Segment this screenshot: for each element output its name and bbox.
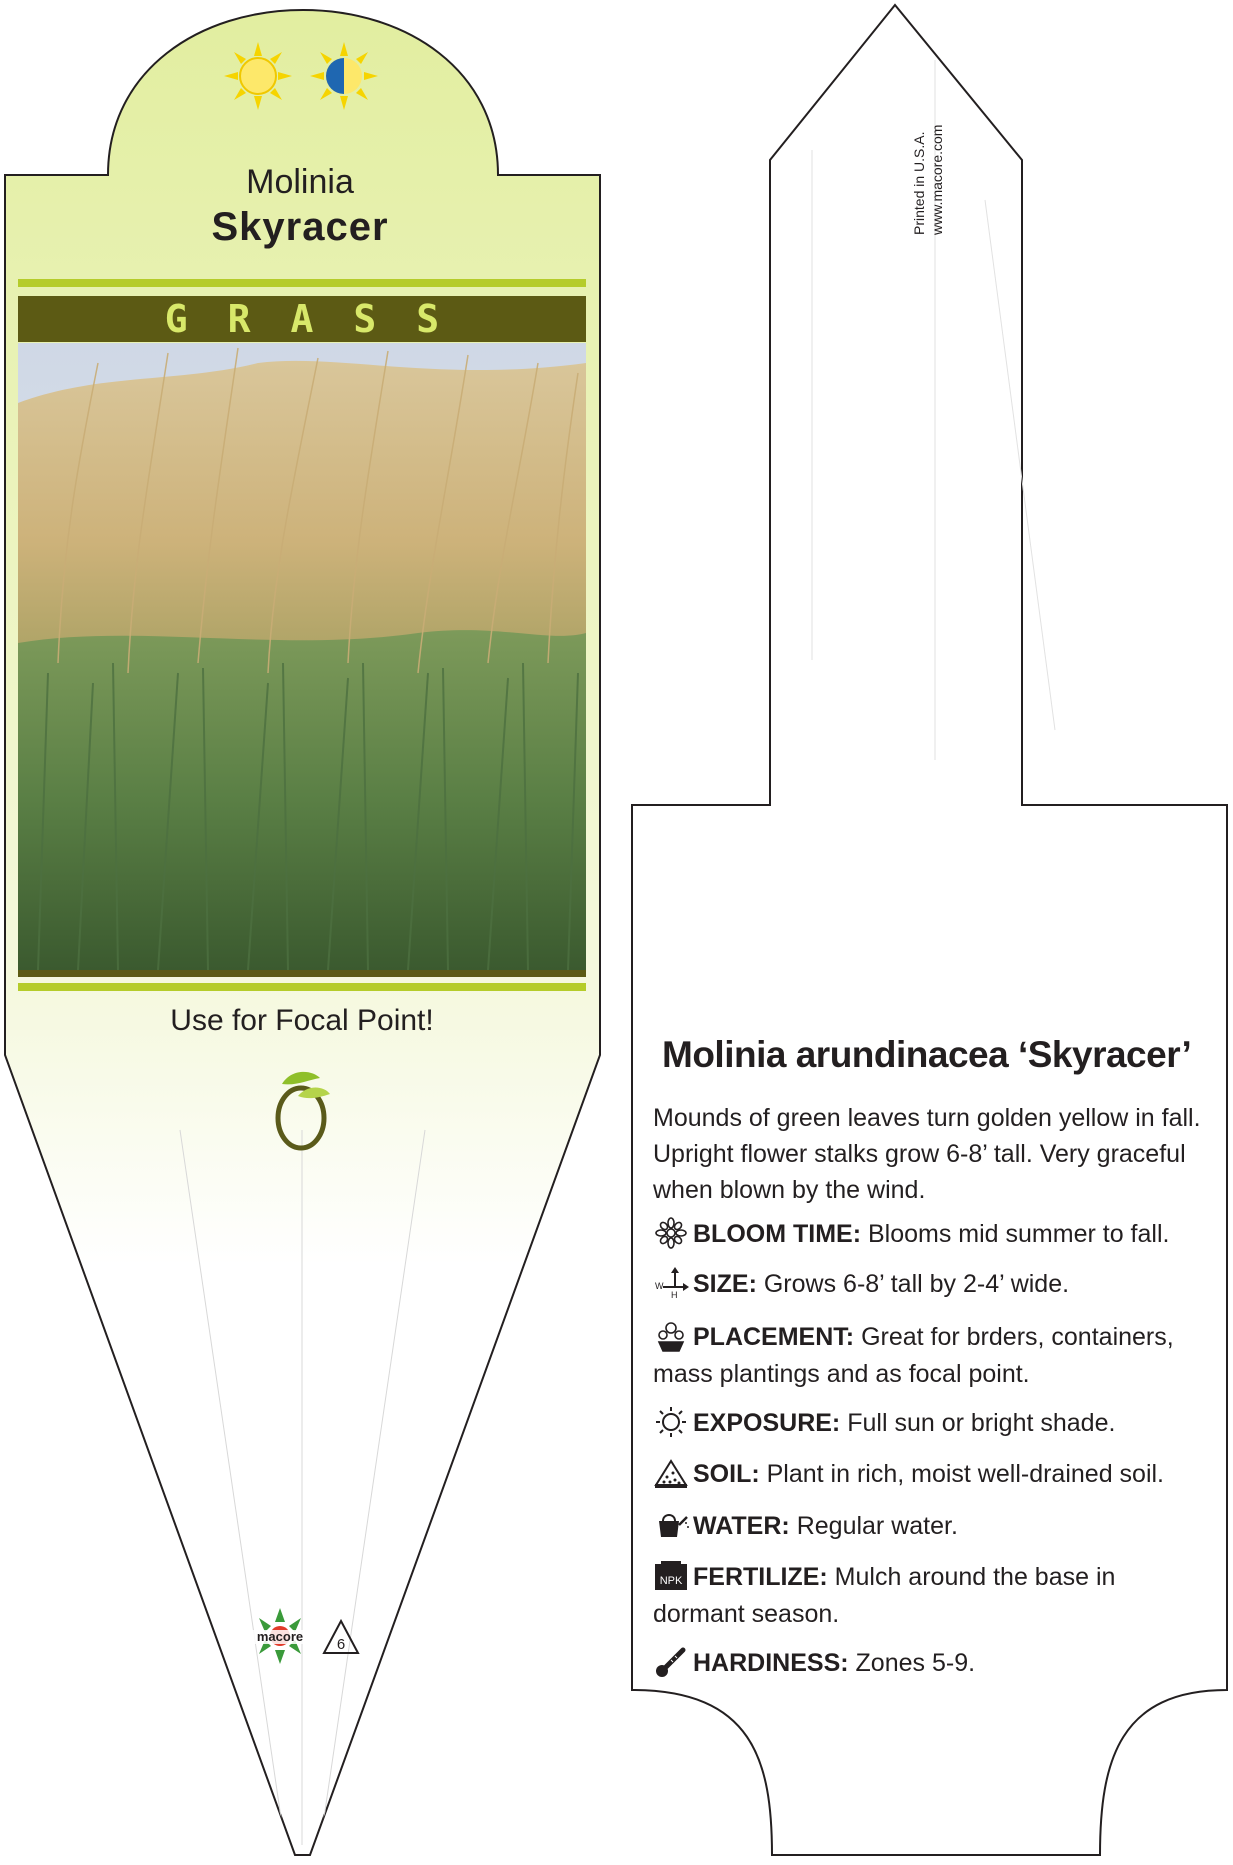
- attr-text: Regular water.: [796, 1512, 958, 1540]
- plant-photo: [18, 343, 586, 970]
- attr-text: Great for brders, containers, mass plantings and as focal point.: [653, 1323, 1174, 1388]
- attr-bloom-time: [653, 1216, 1213, 1253]
- attr-label: SOIL:: [693, 1460, 760, 1488]
- sun-outline-icon: [653, 1406, 689, 1438]
- attr-label: SIZE:: [693, 1270, 757, 1298]
- exposure-icons: [222, 40, 382, 112]
- soil-icon: [653, 1457, 689, 1489]
- attr-water: [653, 1508, 1213, 1545]
- brand-logos: [245, 1608, 365, 1664]
- printed-info: [910, 95, 950, 235]
- size-icon: [653, 1267, 689, 1299]
- attr-placement: [653, 1319, 1213, 1393]
- svg-text:W: W: [655, 1281, 664, 1292]
- cultivar-name: Skyracer: [211, 205, 389, 249]
- attr-size: [653, 1266, 1213, 1303]
- tagline: Use for Focal Point!: [170, 1004, 434, 1037]
- attr-text: Plant in rich, moist well-drained soil.: [766, 1460, 1165, 1488]
- placement-icon: [653, 1320, 689, 1352]
- printed-website: www.macore.com: [929, 124, 945, 235]
- flower-icon: [653, 1217, 689, 1249]
- svg-text:NPK: NPK: [659, 1575, 683, 1588]
- category-label: GRASS: [164, 297, 480, 341]
- thermometer-icon: [653, 1646, 689, 1678]
- sprout-icon: [268, 1068, 334, 1152]
- brand-name: macore: [256, 1629, 304, 1644]
- recycle-icon: [321, 1618, 361, 1658]
- attr-label: PLACEMENT:: [693, 1323, 855, 1351]
- full-sun-icon: [222, 40, 294, 112]
- attr-text: Mulch around the base in dormant season.: [653, 1563, 1116, 1628]
- macore-logo: [245, 1608, 315, 1664]
- attr-label: HARDINESS:: [693, 1649, 849, 1677]
- genus-name: Molinia: [246, 163, 354, 201]
- watering-can-icon: [653, 1509, 689, 1541]
- attr-label: EXPOSURE:: [693, 1409, 841, 1437]
- attr-exposure: [653, 1405, 1213, 1442]
- attr-label: BLOOM TIME:: [693, 1220, 862, 1248]
- attr-text: Grows 6-8’ tall by 2-4’ wide.: [763, 1270, 1070, 1298]
- attr-text: Blooms mid summer to fall.: [867, 1220, 1170, 1248]
- attr-text: Full sun or bright shade.: [847, 1409, 1116, 1437]
- attr-fertilize: [653, 1559, 1213, 1633]
- attr-label: FERTILIZE:: [693, 1563, 828, 1591]
- attr-text: Zones 5-9.: [855, 1649, 976, 1677]
- svg-text:H: H: [671, 1290, 678, 1300]
- attr-soil: [653, 1456, 1213, 1493]
- part-sun-icon: [308, 40, 380, 112]
- botanical-name: Molinia arundinacea ‘Skyracer’: [662, 1034, 1192, 1075]
- plant-description: Mounds of green leaves turn golden yellow in fall. Upright flower stalks grow 6-8’ tall. Very graceful when blown by the wind.: [653, 1104, 1201, 1204]
- recycle-code: 6: [336, 1636, 346, 1653]
- npk-icon: [653, 1560, 689, 1592]
- attr-label: WATER:: [693, 1512, 790, 1540]
- printed-country: Printed in U.S.A.: [911, 131, 927, 235]
- attr-hardiness: [653, 1645, 1213, 1682]
